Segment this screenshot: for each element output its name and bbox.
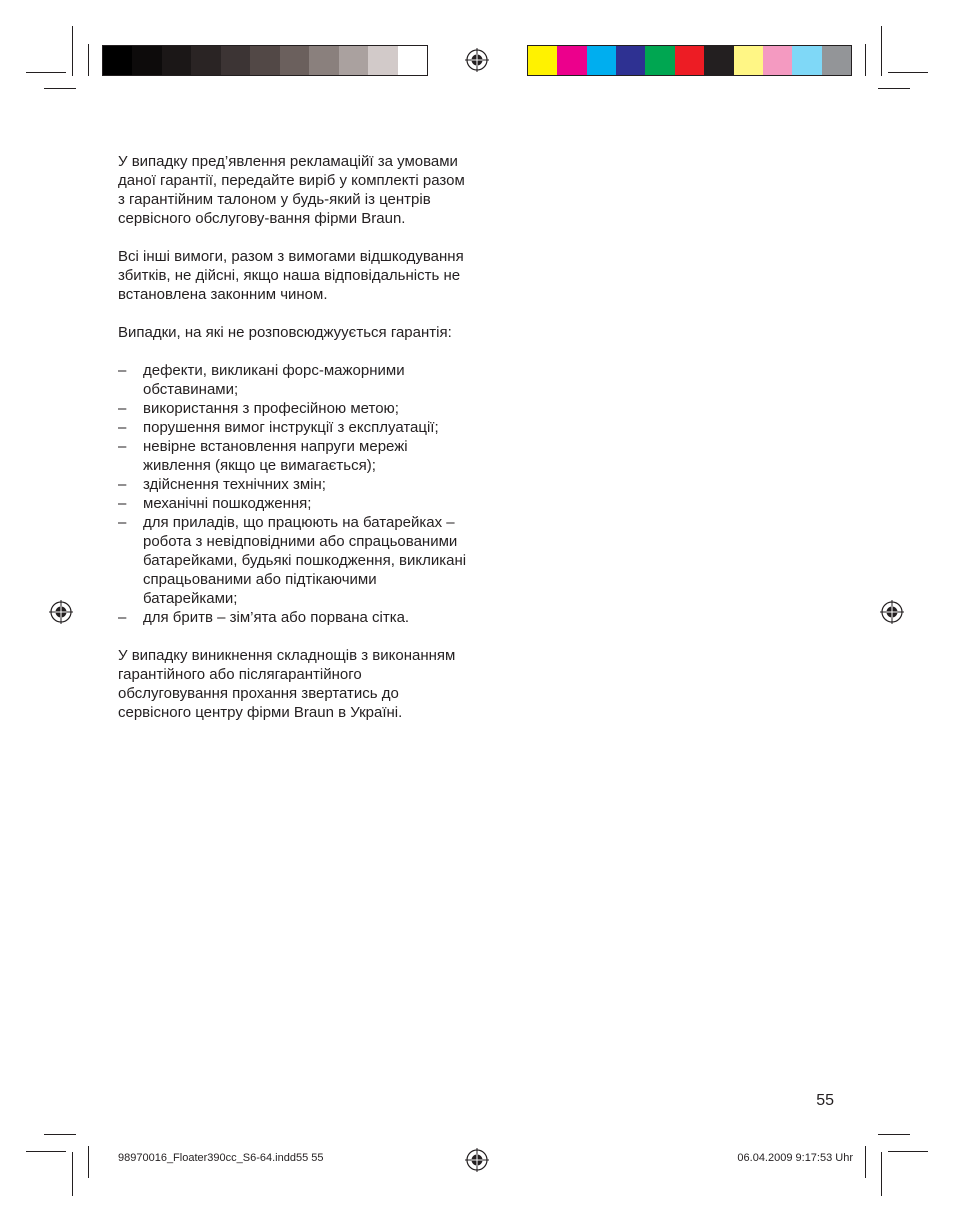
crop-mark bbox=[878, 88, 910, 89]
color-swatch bbox=[309, 46, 338, 75]
list-item: – для бритв – зім’ята або порвана сітка. bbox=[118, 608, 468, 627]
color-swatch bbox=[616, 46, 645, 75]
color-swatch bbox=[191, 46, 220, 75]
color-swatch bbox=[132, 46, 161, 75]
color-swatch bbox=[398, 46, 427, 75]
paragraph: Всі інші вимоги, разом з вимогами відшкодування збитків, не дійсні, якщо наша відповідальність не встановлена законним чином. bbox=[118, 248, 464, 303]
color-swatch bbox=[280, 46, 309, 75]
paragraph: Випадки, на які не розповсюджуується гарантія: bbox=[118, 324, 452, 341]
crop-mark bbox=[44, 88, 76, 89]
crop-mark bbox=[881, 1152, 882, 1196]
grayscale-color-bar bbox=[102, 45, 428, 76]
registration-mark-icon bbox=[465, 1148, 489, 1172]
color-swatch bbox=[250, 46, 279, 75]
color-swatch bbox=[339, 46, 368, 75]
crop-mark bbox=[878, 1134, 910, 1135]
list-item: – здійснення технічних змін; bbox=[118, 475, 468, 494]
list-item: – механічні пошкодження; bbox=[118, 494, 468, 513]
list-item: – порушення вимог інструкції з експлуатації; bbox=[118, 418, 468, 437]
color-swatch bbox=[221, 46, 250, 75]
crop-mark bbox=[72, 26, 73, 76]
color-swatch bbox=[587, 46, 616, 75]
page-number: 55 bbox=[816, 1092, 834, 1109]
exclusions-list bbox=[118, 361, 468, 627]
color-swatch bbox=[103, 46, 132, 75]
color-swatch bbox=[675, 46, 704, 75]
process-color-bar bbox=[527, 45, 852, 76]
color-swatch bbox=[822, 46, 851, 75]
crop-mark bbox=[44, 1134, 76, 1135]
color-swatch bbox=[557, 46, 586, 75]
color-swatch bbox=[528, 46, 557, 75]
color-swatch bbox=[763, 46, 792, 75]
paragraph: У випадку виникнення складнощів з виконанням гарантійного або післягарантійного обслуговування прохання звертатись до сервісного центру фірми Braun в Україні. bbox=[118, 647, 456, 721]
color-swatch bbox=[792, 46, 821, 75]
crop-mark bbox=[888, 1151, 928, 1152]
paragraph: У випадку пред’явлення рекламаційї за умовами даної гарантії, передайте виріб у комплекті разом з гарантійним талоном у будь-який із центрів сервісного обслугову-вання фірми Braun. bbox=[118, 153, 465, 227]
list-item: – для приладів, що працюють на батарейках – робота з невідповідними або спрацьованими батарейками, будьякі пошкодження, викликані спрацьованими або підтікаючими батарейками; bbox=[118, 513, 468, 608]
registration-mark-icon bbox=[880, 600, 904, 624]
list-item: – дефекти, викликані форс-мажорними обставинами; bbox=[118, 361, 468, 399]
list-item: – невірне встановлення напруги мережі живлення (якщо це вимагається); bbox=[118, 437, 468, 475]
crop-mark bbox=[88, 1146, 89, 1178]
warranty-text bbox=[118, 152, 468, 741]
color-swatch bbox=[645, 46, 674, 75]
slug-timestamp: 06.04.2009 9:17:53 Uhr bbox=[737, 1152, 853, 1164]
crop-mark bbox=[865, 1146, 866, 1178]
crop-mark bbox=[72, 1152, 73, 1196]
crop-mark bbox=[26, 1151, 66, 1152]
color-swatch bbox=[368, 46, 397, 75]
crop-mark bbox=[888, 72, 928, 73]
color-swatch bbox=[704, 46, 733, 75]
color-swatch bbox=[734, 46, 763, 75]
crop-mark bbox=[26, 72, 66, 73]
registration-mark-icon bbox=[49, 600, 73, 624]
crop-mark bbox=[88, 44, 89, 76]
slug-filename: 98970016_Floater390cc_S6-64.indd55 55 bbox=[118, 1152, 324, 1164]
list-item: – використання з професійною метою; bbox=[118, 399, 468, 418]
registration-mark-icon bbox=[465, 48, 489, 72]
color-swatch bbox=[162, 46, 191, 75]
crop-mark bbox=[865, 44, 866, 76]
crop-mark bbox=[881, 26, 882, 76]
